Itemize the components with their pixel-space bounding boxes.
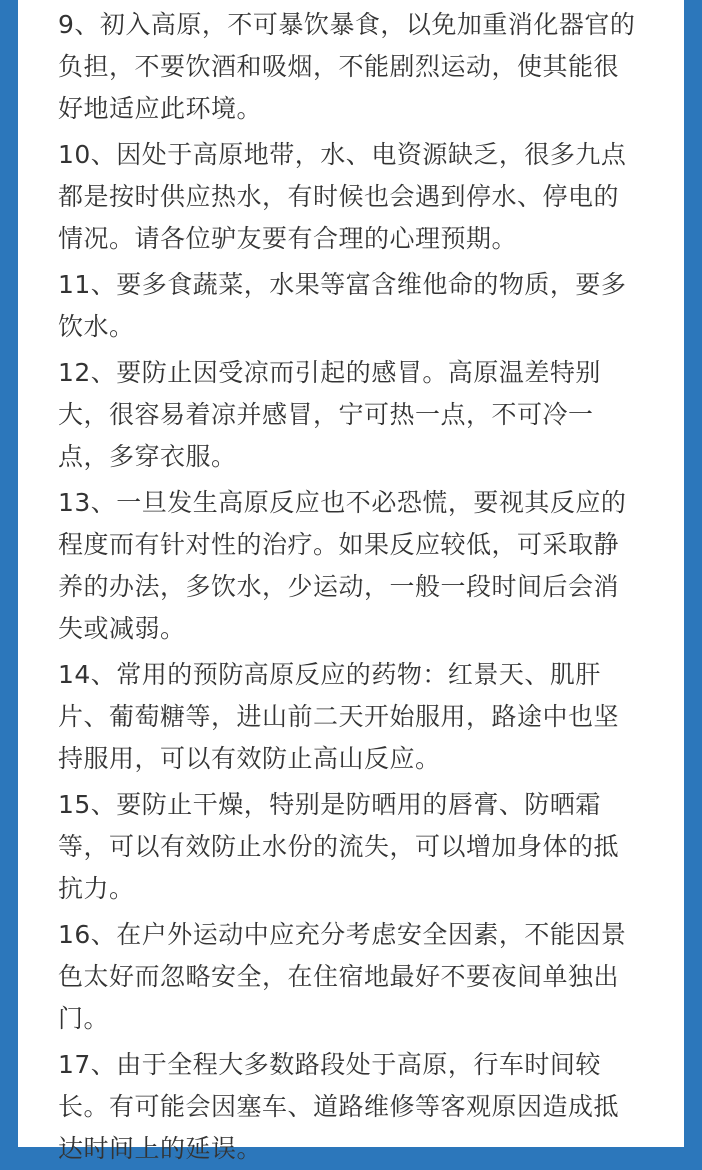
tip-9: 9、初入高原，不可暴饮暴食，以免加重消化器官的负担，不要饮酒和吸烟，不能剧烈运动，使其能很好地适应此环境。 [58, 10, 636, 123]
tip-12: 12、要防止因受凉而引起的感冒。高原温差特别大，很容易着凉并感冒，宁可热一点，不可冷一点，多穿衣服。 [58, 358, 601, 471]
tip-11: 11、要多食蔬菜，水果等富含维他命的物质，要多饮水。 [58, 270, 627, 341]
tip-15: 15、要防止干燥，特别是防晒用的唇膏、防晒霜等，可以有效防止水份的流失，可以增加身体的抵抗力。 [58, 790, 620, 903]
tip-13: 13、一旦发生高原反应也不必恐慌，要视其反应的程度而有针对性的治疗。如果反应较低，可采取静养的办法，多饮水，少运动，一般一段时间后会消失或减弱。 [58, 488, 627, 643]
tip-17: 17、由于全程大多数路段处于高原，行车时间较长。有可能会因塞车、道路维修等客观原因造成抵达时间上的延误。 [58, 1050, 620, 1163]
tips-panel [18, 0, 684, 1163]
tip-16: 16、在户外运动中应充分考虑安全因素，不能因景色太好而忽略安全，在住宿地最好不要夜间单独出门。 [58, 920, 627, 1033]
tip-10: 10、因处于高原地带，水、电资源缺乏，很多九点都是按时供应热水，有时候也会遇到停水、停电的情况。请各位驴友要有合理的心理预期。 [58, 140, 627, 253]
tip-14: 14、常用的预防高原反应的药物：红景天、肌肝片、葡萄糖等，进山前二天开始服用，路途中也坚持服用，可以有效防止高山反应。 [58, 660, 620, 773]
